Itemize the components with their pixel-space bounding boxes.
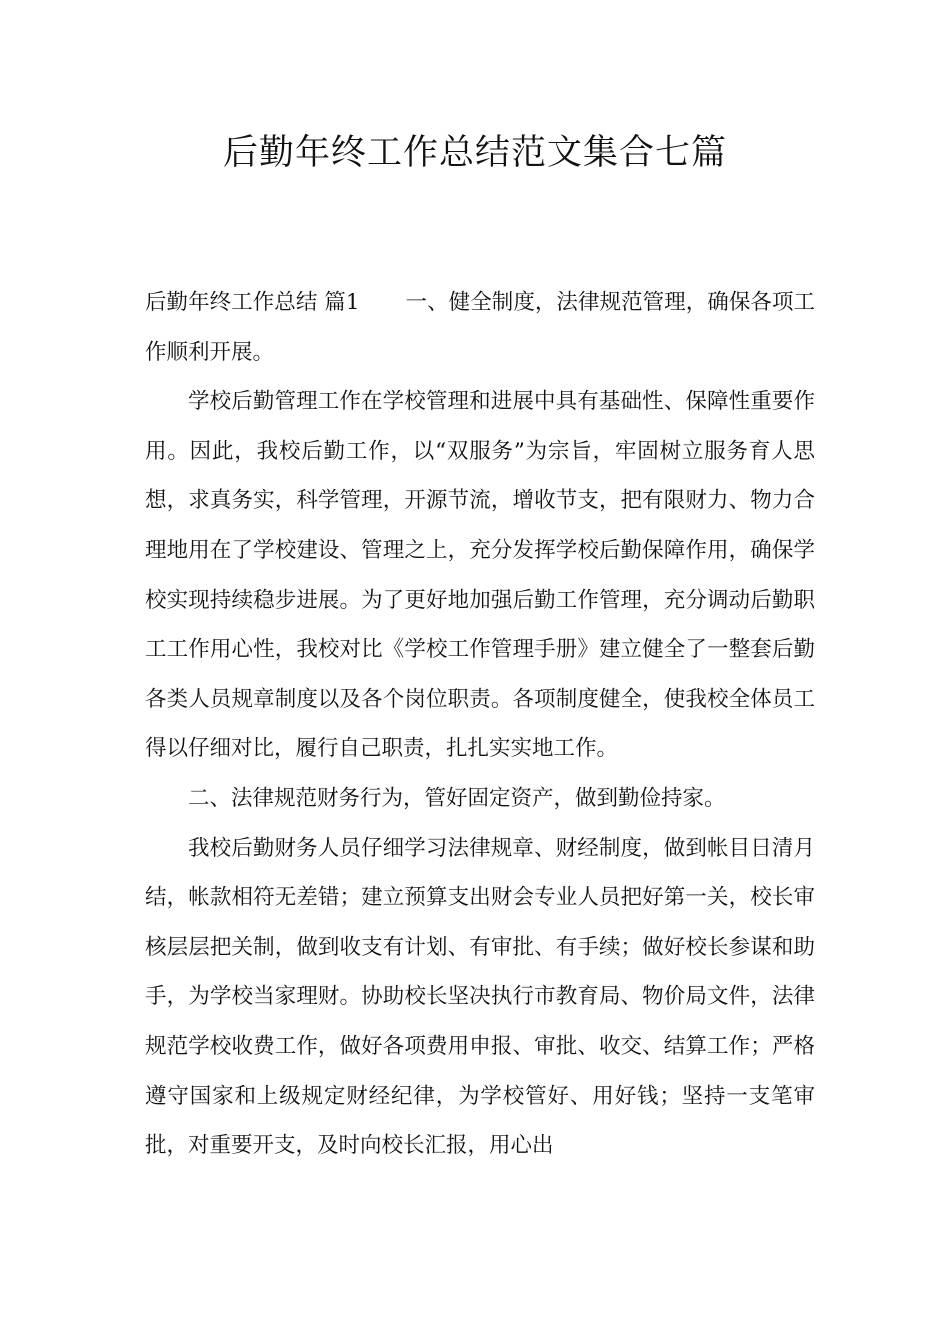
section-heading: 后勤年终工作总结 篇1: [145, 290, 360, 315]
lead-text: 一、健全制度，法律规范管理，确保各项工作顺利开展。: [145, 290, 815, 365]
document-title: 后勤年终工作总结范文集合七篇: [222, 133, 727, 173]
lead-paragraph: [145, 278, 815, 377]
body-paragraph-2: 二、法律规范财务行为，管好固定资产，做到勤俭持家。: [188, 785, 726, 811]
body-paragraph-3: 我校后勤财务人员仔细学习法律规章、财经制度，做到帐目日清月结，帐款相符无差错；建立预算支出财会专业人员把好第一关，校长审核层层把关制，做到收支有计划、有审批、有手续；做好校长参谋和助手，为学校当家理财。协助校长坚决执行市教育局、物价局文件，法律规范学校收费工作，做好各项费用申报、审批、收交、结算工作；严格遵守国家和上级规定财经纪律，为学校管好、用好钱；坚持一支笔审批，对重要开支，及时向校长汇报，用心出: [145, 835, 815, 1159]
body-paragraph-1: 学校后勤管理工作在学校管理和进展中具有基础性、保障性重要作用。因此，我校后勤工作，以“双服务”为宗旨，牢固树立服务育人思想，求真务实，科学管理，开源节流，增收节支，把有限财力、物力合理地用在了学校建设、管理之上，充分发挥学校后勤保障作用，确保学校实现持续稳步进展。为了更好地加强后勤工作管理，充分调动后勤职工工作用心性，我校对比《学校工作管理手册》建立健全了一整套后勤各类人员规章制度以及各个岗位职责。各项制度健全，使我校全体员工得以仔细对比，履行自己职责，扎扎实实地工作。: [145, 389, 815, 762]
document-body: [145, 278, 815, 1171]
